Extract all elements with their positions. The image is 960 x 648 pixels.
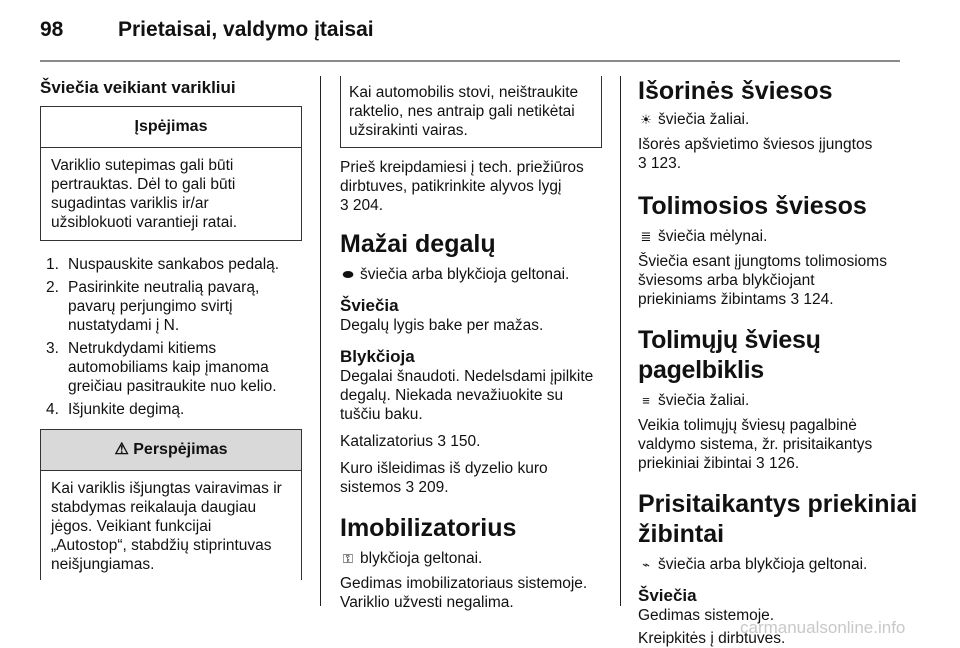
indicator-text: šviečia mėlynai. [658, 228, 768, 245]
continued-warning-box [340, 76, 602, 148]
text-line: valdymo sistema, žr. prisitaikantys [638, 436, 873, 453]
step-number: 4. [46, 401, 59, 418]
indicator-line-high-beam [638, 227, 918, 246]
indicator-line-immobiliser [340, 549, 602, 568]
indicator-text: šviečia arba blykčioja geltonai. [658, 556, 868, 573]
text-line: dirbtuves, patikrinkite alyvos lygį [340, 178, 562, 195]
step-number: 1. [46, 256, 59, 273]
step-number: 3. [46, 340, 59, 357]
paragraph-diesel [340, 459, 602, 497]
text-line: sistemos 3 209. [340, 479, 449, 496]
paragraph-lit: Degalų lygis bake per mažas. [340, 317, 544, 334]
exterior-lights-icon: ☀ [640, 112, 652, 127]
text-line: jėgos. Veikiant funkcijai [51, 518, 212, 535]
text-line: Gedimas imobilizatoriaus sistemoje. [340, 575, 588, 592]
section-heading-high-beam: Tolimosios šviesos [638, 192, 867, 220]
column-3 [638, 76, 918, 648]
column-divider-right [620, 76, 621, 606]
column-divider-left [320, 76, 321, 606]
list-item [46, 339, 302, 396]
section-heading-immobiliser: Imobilizatorius [340, 514, 517, 542]
indicator-line-fuel [340, 265, 602, 284]
column-2 [340, 76, 602, 612]
paragraph-flashing [340, 367, 602, 424]
text-line: Veikia tolimųjų šviesų pagalbinė [638, 417, 857, 434]
adaptive-lights-icon: ⌁ [642, 557, 650, 572]
text-line: Šviečia esant įjungtoms tolimosioms [638, 253, 887, 270]
paragraph-system-fault: Gedimas sistemoje. [638, 607, 775, 624]
page-title: Prietaisai, valdymo įtaisai [118, 18, 374, 41]
text-line: užsirakinti vairas. [349, 122, 468, 139]
text-line: pertrauktas. Dėl to gali būti [51, 176, 236, 193]
text-line: užsiblokuoti varantieji ratai. [51, 214, 238, 231]
warning-title-text: Perspėjimas [133, 441, 228, 458]
text-line: Prieš kreipdamiesi į tech. priežiūros [340, 159, 584, 176]
text-line: Kuro išleidimas iš dyzelio kuro [340, 460, 548, 477]
indicator-line-assist [638, 391, 918, 410]
text-line: degalų. Niekada nevažiuokite su [340, 387, 564, 404]
section-heading-low-fuel: Mažai degalų [340, 230, 496, 258]
header-rule [40, 60, 900, 62]
text-line: 3 204. [340, 197, 384, 214]
text-line: Netrukdydami kitiems [68, 340, 217, 357]
list-item [46, 255, 302, 274]
notice-body [41, 148, 301, 240]
text-line: pavarų perjungimo svirtį [68, 298, 233, 315]
list-item [46, 400, 302, 419]
text-line: greičiau pasitraukite nuo kelio. [68, 378, 277, 395]
immobiliser-icon: ⚿ [343, 551, 353, 566]
text-line: Variklio sutepimas gali būti [51, 157, 234, 174]
indicator-text: šviečia žaliai. [658, 111, 750, 128]
page-number: 98 [40, 18, 64, 41]
text-line: neišjungiamas. [51, 556, 155, 573]
warning-body [41, 471, 301, 580]
paragraph-catalyst: Katalizatorius 3 150. [340, 433, 481, 450]
column-1 [40, 78, 302, 580]
text-line: Kai variklis išjungtas vairavimas ir [51, 480, 282, 497]
step-text: Nuspauskite sankabos pedalą. [68, 256, 280, 273]
section-heading-high-beam-assist: Tolimųjų šviesų pagelbiklis [638, 326, 821, 384]
text-line: Kai automobilis stovi, neištraukite [349, 84, 579, 101]
text-line: Pasirinkite neutralią pavarą, [68, 279, 260, 296]
subheading-lit: Šviečia [340, 296, 399, 315]
text-line: 3 123. [638, 155, 682, 172]
text-line: „Autostop“, stabdžių stiprintuvas [51, 537, 272, 554]
paragraph-high-beam [638, 252, 918, 309]
step-text: Išjunkite degimą. [68, 401, 185, 418]
paragraph-exterior [638, 135, 918, 173]
warning-triangle-icon: ⚠ [114, 441, 129, 458]
text-line: raktelio, nes antraip gali netikėtai [349, 103, 575, 120]
text-line: šviesoms arba blykčiojant [638, 272, 815, 289]
indicator-line-adaptive [638, 555, 918, 574]
high-beam-icon: ≣ [640, 229, 652, 244]
text-line: Išorės apšvietimo šviesos įjungtos [638, 136, 873, 153]
fuel-indicator-icon: ⬬ [342, 267, 354, 282]
step-text [68, 278, 259, 335]
warning-box [40, 429, 302, 580]
notice-box [40, 106, 302, 241]
section-heading-engine-running: Šviečia veikiant varikliui [40, 78, 236, 97]
warning-title [41, 430, 301, 471]
paragraph-visit-workshop: Kreipkitės į dirbtuves. [638, 630, 786, 647]
high-beam-assist-icon: ≡ [642, 393, 650, 408]
steps-list [40, 255, 302, 419]
indicator-text: šviečia žaliai. [658, 392, 750, 409]
step-number: 2. [46, 279, 59, 296]
heading-line: žibintai [638, 520, 725, 548]
text-line: priekiniai žibintai 3 126. [638, 455, 800, 472]
text-line: sugadintas variklis ir/ar [51, 195, 209, 212]
list-item [46, 278, 302, 335]
text-line: automobiliams kaip įmanoma [68, 359, 269, 376]
text-line: Degalai šnaudoti. Nedelsdami įpilkite [340, 368, 594, 385]
indicator-text: šviečia arba blykčioja geltonai. [360, 266, 570, 283]
paragraph-oil-check [340, 158, 602, 215]
text-line: tuščiu baku. [340, 406, 423, 423]
paragraph-assist [638, 416, 918, 473]
subheading-flashing: Blykčioja [340, 347, 415, 366]
text-line: priekiniams žibintams 3 124. [638, 291, 834, 308]
text-line: nustatydami į N. [68, 317, 180, 334]
notice-title: Įspėjimas [41, 107, 301, 148]
section-heading-exterior-lights: Išorinės šviesos [638, 77, 833, 105]
subheading-lit: Šviečia [638, 586, 697, 605]
text-line: Variklio užvesti negalima. [340, 594, 514, 611]
heading-line: Prisitaikantys priekiniai [638, 490, 918, 518]
indicator-line-exterior [638, 110, 918, 129]
section-heading-adaptive-lights [638, 489, 918, 549]
indicator-text: blykčioja geltonai. [360, 550, 483, 567]
watermark: carmanualsonline.info [740, 618, 906, 637]
paragraph-immobiliser [340, 574, 602, 612]
text-line: stabdymas reikalauja daugiau [51, 499, 257, 516]
step-text [68, 339, 277, 396]
